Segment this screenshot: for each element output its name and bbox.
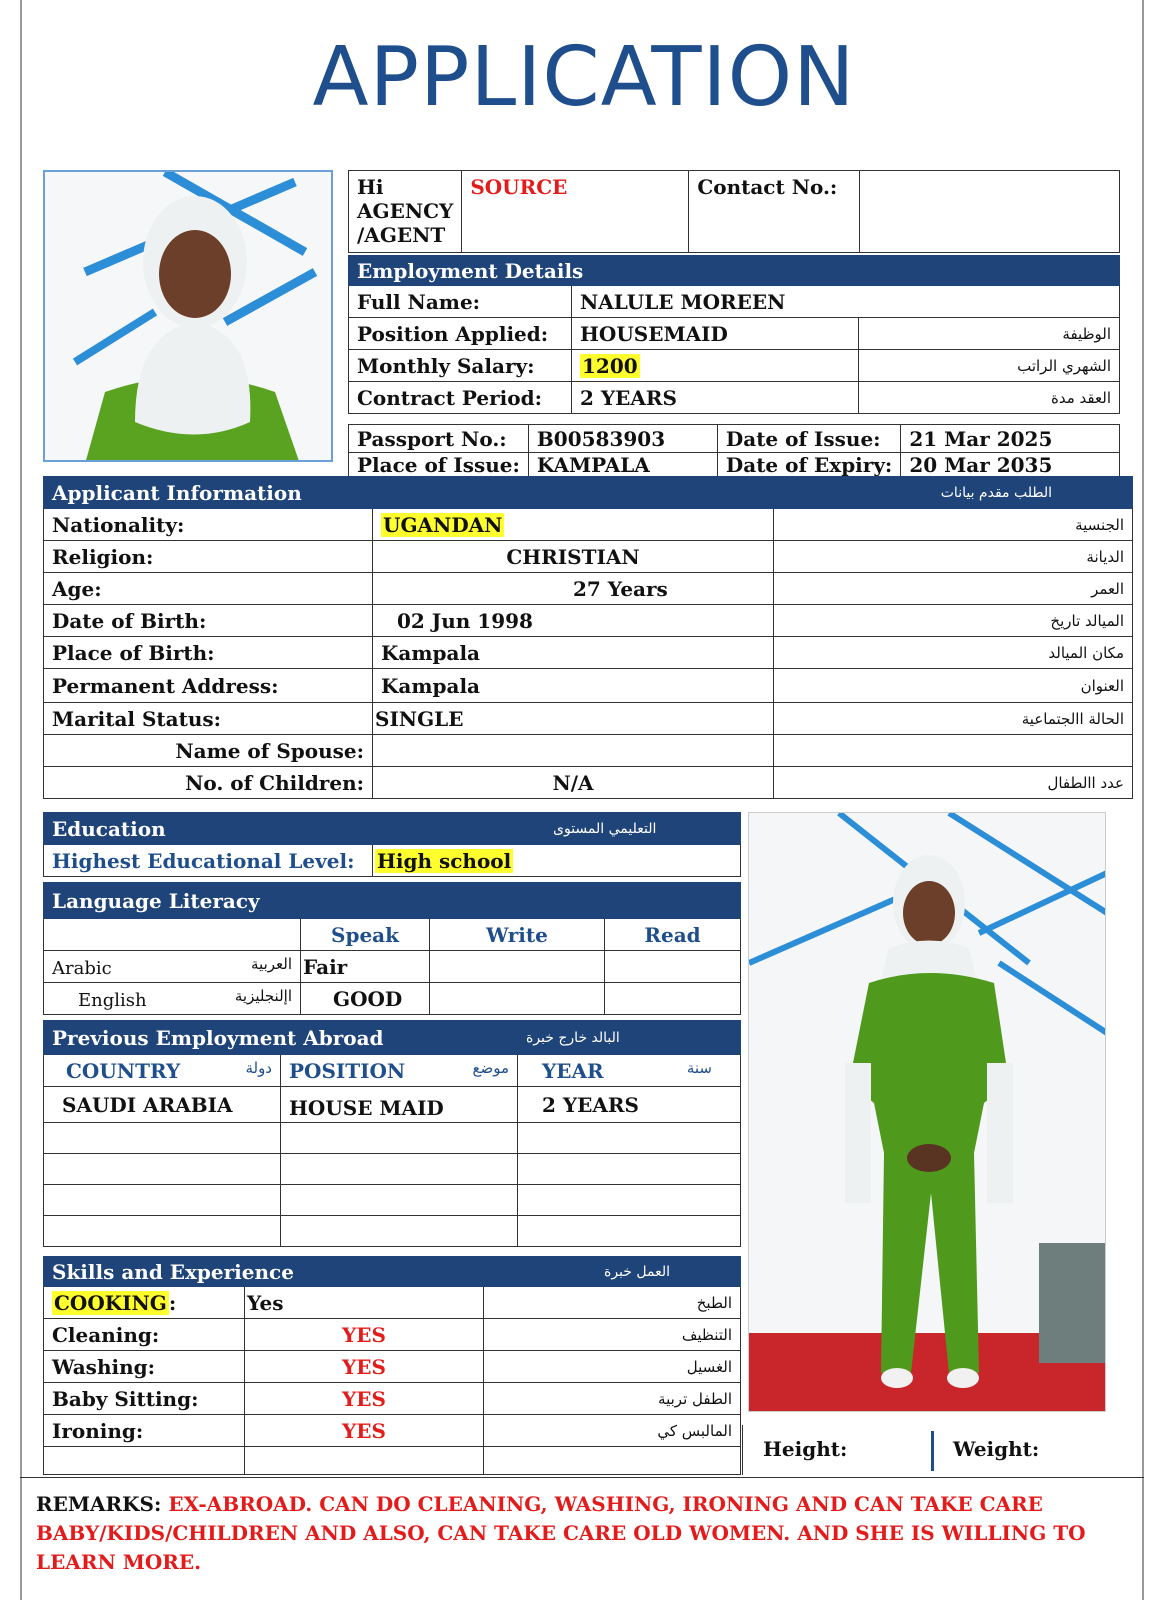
prev-empty-cell bbox=[281, 1154, 518, 1185]
language-table bbox=[43, 882, 741, 1015]
issue-date-value: 21 Mar 2025 bbox=[901, 425, 1120, 453]
weight-label: Weight: bbox=[953, 1437, 1040, 1461]
col-position-ar: موضع bbox=[472, 1058, 509, 1077]
prev-country: SAUDI ARABIA bbox=[44, 1087, 281, 1123]
position-ar: الوظيفة bbox=[859, 318, 1120, 350]
language-arabic bbox=[44, 951, 301, 983]
prev-empty-cell bbox=[281, 1185, 518, 1216]
skills-header-ar: العمل خبرة bbox=[484, 1257, 741, 1287]
height-weight-box bbox=[742, 1425, 1132, 1475]
dob-value: 02 Jun 1998 bbox=[373, 605, 774, 637]
spouse-label: Name of Spouse: bbox=[44, 735, 373, 767]
skill-babysitting-ar: الطفل تربية bbox=[484, 1383, 741, 1415]
education-header-ar: التعليمي المستوى bbox=[373, 813, 741, 845]
expiry-label: Date of Expiry: bbox=[717, 453, 900, 478]
position-label: Position Applied: bbox=[349, 318, 572, 350]
skill-empty-cell bbox=[44, 1447, 245, 1475]
passport-no-value: B00583903 bbox=[528, 425, 717, 453]
skills-table bbox=[43, 1256, 741, 1475]
prev-empty-cell bbox=[518, 1123, 741, 1154]
skill-ironing-ar: المالبس كي bbox=[484, 1415, 741, 1447]
nationality-value: UGANDAN bbox=[383, 512, 503, 537]
dob-label: Date of Birth: bbox=[44, 605, 373, 637]
remarks-divider bbox=[20, 1477, 1144, 1478]
education-level-label: Highest Educational Level: bbox=[44, 845, 373, 877]
agency-label: Hi AGENCY /AGENT bbox=[349, 171, 462, 253]
education-table bbox=[43, 812, 741, 877]
skill-empty-cell bbox=[245, 1447, 484, 1475]
address-value: Kampala bbox=[373, 669, 774, 703]
previous-employment-table bbox=[43, 1020, 741, 1247]
skill-ironing-value: YES bbox=[245, 1415, 484, 1447]
prev-empty-cell bbox=[44, 1185, 281, 1216]
age-value: 27 Years bbox=[373, 573, 774, 605]
prev-empty-cell bbox=[44, 1123, 281, 1154]
employment-table bbox=[348, 255, 1120, 414]
page-title: APPLICATION bbox=[312, 30, 856, 125]
marital-ar: الحالة االجتماعية bbox=[774, 703, 1133, 735]
prev-position: HOUSE MAID bbox=[281, 1087, 518, 1123]
col-speak: Speak bbox=[301, 919, 430, 951]
prev-empty-cell bbox=[281, 1123, 518, 1154]
address-label: Permanent Address: bbox=[44, 669, 373, 703]
skill-washing-value: YES bbox=[245, 1351, 484, 1383]
language-arabic-ar: العربية bbox=[251, 954, 292, 973]
skill-ironing-label: Ironing: bbox=[44, 1415, 245, 1447]
skill-babysitting-label: Baby Sitting: bbox=[44, 1383, 245, 1415]
prev-empty-cell bbox=[281, 1216, 518, 1247]
skill-cooking bbox=[44, 1287, 245, 1319]
arabic-read bbox=[605, 951, 741, 983]
full-name-value: NALULE MOREEN bbox=[572, 286, 1120, 318]
remarks-text: EX-ABROAD. CAN DO CLEANING, WASHING, IRONING AND CAN TAKE CARE BABY/KIDS/CHILDREN AND ALSO, CAN TAKE CARE OLD WOMEN. AND SHE IS WILLING TO LEARN MORE. bbox=[36, 1492, 1086, 1574]
employment-header: Employment Details bbox=[349, 256, 1120, 286]
skill-empty-cell bbox=[484, 1447, 741, 1475]
prev-year: 2 YEARS bbox=[518, 1087, 741, 1123]
skill-babysitting-value: YES bbox=[245, 1383, 484, 1415]
english-speak: GOOD bbox=[301, 983, 430, 1015]
religion-value: CHRISTIAN bbox=[373, 541, 774, 573]
portrait-photo bbox=[43, 170, 333, 462]
contract-ar: العقد مدة bbox=[859, 382, 1120, 414]
skill-cooking-ar: الطبخ bbox=[484, 1287, 741, 1319]
skill-cooking-label: COOKING bbox=[54, 1290, 167, 1315]
position-value: HOUSEMAID bbox=[572, 318, 859, 350]
prev-empty-cell bbox=[518, 1185, 741, 1216]
salary-ar: الشهري الراتب bbox=[859, 350, 1120, 382]
issue-date-label: Date of Issue: bbox=[717, 425, 900, 453]
passport-no-label: Passport No.: bbox=[349, 425, 529, 453]
language-header: Language Literacy bbox=[44, 883, 741, 919]
spouse-ar bbox=[774, 735, 1133, 767]
arabic-speak: Fair bbox=[301, 951, 430, 983]
language-english bbox=[44, 983, 301, 1015]
pob-ar: مكان الميالد bbox=[774, 637, 1133, 669]
col-year-ar: سنة bbox=[686, 1058, 712, 1077]
skill-cooking-colon: : bbox=[168, 1290, 177, 1315]
previous-header-ar: البالد خارج خبرة bbox=[518, 1021, 741, 1055]
col-position-en: POSITION bbox=[289, 1058, 406, 1083]
full-body-photo bbox=[748, 812, 1106, 1412]
col-year-en: YEAR bbox=[542, 1058, 604, 1083]
salary-label: Monthly Salary: bbox=[349, 350, 572, 382]
height-label: Height: bbox=[763, 1437, 848, 1461]
arabic-write bbox=[430, 951, 605, 983]
language-english-label: English bbox=[78, 989, 147, 1011]
children-ar: عدد االطفال bbox=[774, 767, 1133, 799]
full-name-label: Full Name: bbox=[349, 286, 572, 318]
prev-empty-cell bbox=[518, 1216, 741, 1247]
col-country bbox=[44, 1055, 281, 1087]
language-arabic-label: Arabic bbox=[52, 957, 112, 979]
col-country-en: COUNTRY bbox=[66, 1058, 181, 1083]
skill-cleaning-ar: التنظيف bbox=[484, 1319, 741, 1351]
agency-table bbox=[348, 170, 1120, 253]
skills-header: Skills and Experience bbox=[44, 1257, 484, 1287]
english-read bbox=[605, 983, 741, 1015]
children-value: N/A bbox=[373, 767, 774, 799]
religion-label: Religion: bbox=[44, 541, 373, 573]
place-issue-label: Place of Issue: bbox=[349, 453, 529, 478]
education-header: Education bbox=[44, 813, 373, 845]
nationality-ar: الجنسية bbox=[774, 509, 1133, 541]
expiry-value: 20 Mar 2035 bbox=[901, 453, 1120, 478]
pob-label: Place of Birth: bbox=[44, 637, 373, 669]
col-position bbox=[281, 1055, 518, 1087]
marital-value: SINGLE bbox=[373, 703, 774, 735]
spouse-value bbox=[373, 735, 774, 767]
skill-cleaning-label: Cleaning: bbox=[44, 1319, 245, 1351]
previous-header: Previous Employment Abroad bbox=[44, 1021, 518, 1055]
passport-table bbox=[348, 424, 1120, 478]
place-issue-value: KAMPALA bbox=[528, 453, 717, 478]
source-label: SOURCE bbox=[462, 171, 689, 253]
col-year bbox=[518, 1055, 741, 1087]
skill-cooking-value: Yes bbox=[245, 1287, 484, 1319]
address-ar: العنوان bbox=[774, 669, 1133, 703]
height-weight-divider bbox=[931, 1431, 934, 1471]
remarks-label: REMARKS: bbox=[36, 1492, 162, 1516]
contract-label: Contract Period: bbox=[349, 382, 572, 414]
nationality-label: Nationality: bbox=[44, 509, 373, 541]
salary-value: 1200 bbox=[582, 353, 638, 378]
marital-label: Marital Status: bbox=[44, 703, 373, 735]
contact-value bbox=[860, 171, 1120, 253]
col-read: Read bbox=[605, 919, 741, 951]
language-blank-header bbox=[44, 919, 301, 951]
skill-washing-label: Washing: bbox=[44, 1351, 245, 1383]
children-label: No. of Children: bbox=[44, 767, 373, 799]
pob-value: Kampala bbox=[373, 637, 774, 669]
col-country-ar: دولة bbox=[245, 1058, 272, 1077]
applicant-header: Applicant Information bbox=[44, 477, 774, 509]
prev-empty-cell bbox=[518, 1154, 741, 1185]
remarks bbox=[36, 1490, 1136, 1577]
applicant-header-ar: الطلب مقدم بيانات bbox=[774, 477, 1133, 509]
english-write bbox=[430, 983, 605, 1015]
age-label: Age: bbox=[44, 573, 373, 605]
age-ar: العمر bbox=[774, 573, 1133, 605]
contact-label: Contact No.: bbox=[689, 171, 860, 253]
prev-empty-cell bbox=[44, 1216, 281, 1247]
education-level-value: High school bbox=[377, 848, 512, 873]
religion-ar: الديانة bbox=[774, 541, 1133, 573]
applicant-table bbox=[43, 476, 1133, 799]
language-english-ar: اإلنجليزية bbox=[234, 986, 292, 1005]
skill-washing-ar: الغسيل bbox=[484, 1351, 741, 1383]
col-write: Write bbox=[430, 919, 605, 951]
skill-cleaning-value: YES bbox=[245, 1319, 484, 1351]
dob-ar: الميالد تاريخ bbox=[774, 605, 1133, 637]
prev-empty-cell bbox=[44, 1154, 281, 1185]
contract-value: 2 YEARS bbox=[572, 382, 859, 414]
